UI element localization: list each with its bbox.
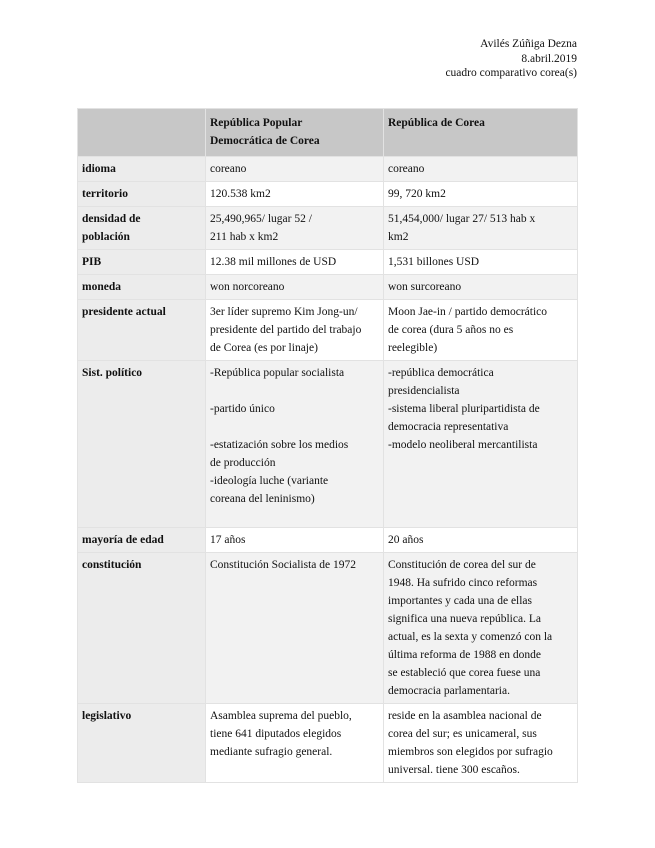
- cell-line: 20 años: [388, 534, 424, 546]
- table-row: [78, 528, 578, 553]
- north-korea-cell: [206, 704, 384, 783]
- table-row: [78, 553, 578, 704]
- cell-line: de producción: [210, 457, 276, 469]
- table-row: [78, 182, 578, 207]
- row-label: presidente actual: [78, 300, 206, 361]
- row-label: PIB: [78, 250, 206, 275]
- cell-line: democracia representativa: [388, 421, 509, 433]
- comparison-table: [77, 108, 578, 783]
- cell-line: -república democrática: [388, 367, 494, 379]
- south-korea-cell: [384, 553, 578, 704]
- row-label: legislativo: [78, 704, 206, 783]
- row-label-line: población: [82, 231, 130, 243]
- north-korea-cell: [206, 300, 384, 361]
- cell-line: 12.38 mil millones de USD: [210, 256, 337, 268]
- south-korea-cell: [384, 528, 578, 553]
- north-korea-cell: [206, 157, 384, 182]
- north-korea-cell: [206, 250, 384, 275]
- cell-line: 99, 720 km2: [388, 188, 446, 200]
- row-label: moneda: [78, 275, 206, 300]
- cell-line: de corea (dura 5 años no es: [388, 324, 514, 336]
- cell-line: won norcoreano: [210, 281, 285, 293]
- cell-line: [210, 418, 379, 436]
- cell-line: coreana del leninismo): [210, 493, 315, 505]
- cell-line: km2: [388, 231, 409, 243]
- row-label: territorio: [78, 182, 206, 207]
- header-empty-cell: [78, 109, 206, 157]
- cell-line: 1948. Ha sufrido cinco reformas: [388, 577, 538, 589]
- south-korea-cell: [384, 275, 578, 300]
- south-korea-cell: [384, 182, 578, 207]
- table-header-row: [78, 109, 578, 157]
- north-korea-cell: [206, 275, 384, 300]
- cell-line: Constitución de corea del sur de: [388, 559, 536, 571]
- cell-line: 17 años: [210, 534, 246, 546]
- cell-line: tiene 641 diputados elegidos: [210, 728, 342, 740]
- south-korea-cell: [384, 704, 578, 783]
- north-korea-cell: [206, 207, 384, 250]
- cell-line: Asamblea suprema del pueblo,: [210, 710, 352, 722]
- table-row: [78, 207, 578, 250]
- cell-line: democracia parlamentaria.: [388, 685, 510, 697]
- cell-line: universal. tiene 300 escaños.: [388, 764, 520, 776]
- table-row: [78, 361, 578, 528]
- cell-line: -ideología luche (variante: [210, 475, 329, 487]
- cell-line: 120.538 km2: [210, 188, 271, 200]
- south-korea-cell: [384, 157, 578, 182]
- cell-line: 51,454,000/ lugar 27/ 513 hab x: [388, 213, 536, 225]
- north-korea-cell: [206, 528, 384, 553]
- cell-line: -modelo neoliberal mercantilista: [388, 439, 538, 451]
- cell-line: 211 hab x km2: [210, 231, 279, 243]
- cell-line: coreano: [210, 163, 247, 175]
- cell-line: actual, es la sexta y comenzó con la: [388, 631, 553, 643]
- cell-line: última reforma de 1988 en donde: [388, 649, 541, 661]
- cell-line: Constitución Socialista de 1972: [210, 559, 356, 571]
- south-korea-cell: [384, 250, 578, 275]
- row-label-line: densidad de: [82, 213, 141, 225]
- row-label: mayoría de edad: [78, 528, 206, 553]
- cell-line: 3er líder supremo Kim Jong-un/: [210, 306, 358, 318]
- cell-line: Moon Jae-in / partido democrático: [388, 306, 548, 318]
- cell-line: corea del sur; es unicameral, sus: [388, 728, 537, 740]
- cell-line: -estatización sobre los medios: [210, 439, 349, 451]
- header-north-line: República Popular: [210, 117, 303, 129]
- row-label: idioma: [78, 157, 206, 182]
- header-north-korea: [206, 109, 384, 157]
- author-name: Avilés Zúñiga Dezna: [480, 38, 577, 50]
- cell-line: reelegible): [388, 342, 438, 354]
- document-subject: cuadro comparativo corea(s): [445, 67, 577, 79]
- document-date: 8.abril.2019: [521, 52, 577, 65]
- cell-line: significa una nueva república. La: [388, 613, 541, 625]
- table-row: [78, 300, 578, 361]
- cell-line: -República popular socialista: [210, 367, 345, 379]
- row-label: constitución: [78, 553, 206, 704]
- cell-line: presidente del partido del trabajo: [210, 324, 362, 336]
- cell-line: [210, 382, 379, 400]
- cell-line: se estableció que corea fuese una: [388, 667, 541, 679]
- cell-line: reside en la asamblea nacional de: [388, 710, 542, 722]
- document-header: [445, 37, 577, 81]
- south-korea-cell: [384, 300, 578, 361]
- cell-line: -sistema liberal pluripartidista de: [388, 403, 540, 415]
- header-south-korea: República de Corea: [384, 109, 578, 157]
- north-korea-cell: [206, 182, 384, 207]
- cell-line: de Corea (es por linaje): [210, 342, 318, 354]
- header-north-line: Democrática de Corea: [210, 135, 320, 147]
- row-label: [78, 207, 206, 250]
- cell-line: importantes y cada una de ellas: [388, 595, 533, 607]
- cell-line: miembros son elegidos por sufragio: [388, 746, 553, 758]
- table-row: [78, 157, 578, 182]
- cell-line: 1,531 billones USD: [388, 256, 480, 268]
- cell-line: presidencialista: [388, 385, 460, 397]
- table-row: [78, 704, 578, 783]
- cell-line: 25,490,965/ lugar 52 /: [210, 213, 312, 225]
- south-korea-cell: [384, 207, 578, 250]
- table-row: [78, 250, 578, 275]
- table-row: [78, 275, 578, 300]
- cell-line: coreano: [388, 163, 425, 175]
- cell-line: -partido único: [210, 403, 275, 415]
- cell-line: mediante sufragio general.: [210, 746, 333, 758]
- north-korea-cell: [206, 361, 384, 528]
- south-korea-cell: [384, 361, 578, 528]
- cell-line: won surcoreano: [388, 281, 462, 293]
- row-label: Sist. político: [78, 361, 206, 528]
- north-korea-cell: [206, 553, 384, 704]
